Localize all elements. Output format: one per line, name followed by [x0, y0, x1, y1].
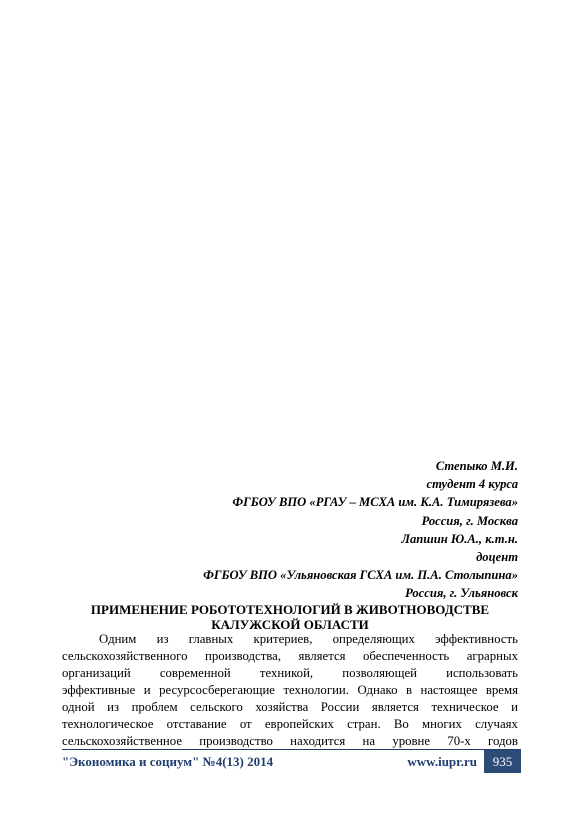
body-word: многих: [422, 717, 462, 731]
body-word: России: [320, 700, 360, 714]
journal-title: "Экономика и социум" №4(13) 2014: [62, 754, 274, 769]
body-word: позволяющей: [342, 666, 417, 680]
body-line: [62, 699, 518, 716]
body-line: [62, 665, 518, 682]
body-word: технологическое: [62, 717, 154, 731]
body-word: настоящее: [420, 683, 478, 697]
body-word: европейских: [264, 717, 334, 731]
body-word: использовать: [446, 666, 518, 680]
body-word: производства,: [204, 649, 282, 663]
coauthor-location: Россия, г. Ульяновск: [405, 586, 518, 601]
body-word: является: [371, 700, 419, 714]
body-word: производство: [199, 734, 273, 748]
body-word: современной: [159, 666, 231, 680]
body-word: эффективность: [435, 632, 518, 646]
coauthor-name: Лапшин Ю.А., к.т.н.: [401, 531, 518, 546]
body-word: случаях: [475, 717, 518, 731]
body-word: организаций: [62, 666, 131, 680]
body-word: Во: [393, 717, 409, 731]
body-word: из: [156, 632, 169, 646]
body-word: техникой,: [259, 666, 314, 680]
body-word: годов: [488, 734, 518, 748]
coauthor-affiliation: ФГБОУ ВПО «Ульяновская ГСХА им. П.А. Столыпина»: [203, 568, 518, 583]
body-word: Однако: [357, 683, 398, 697]
body-word: техническое: [431, 700, 499, 714]
journal-website: www.iupr.ru: [407, 754, 477, 769]
body-line: [62, 631, 518, 648]
body-word: хозяйства: [255, 700, 309, 714]
coauthor-position: доцент: [476, 550, 518, 565]
body-word: главных: [188, 632, 234, 646]
author-position: студент 4 курса: [426, 477, 518, 492]
body-word: сельскохозяйственное: [62, 734, 183, 748]
body-word: является: [298, 649, 346, 663]
body-word: уровне: [392, 734, 431, 748]
page-number: 935: [484, 750, 521, 773]
body-word: Одним: [99, 632, 137, 646]
body-word: от: [239, 717, 252, 731]
body-word: определяющих: [332, 632, 415, 646]
body-word: находится: [290, 734, 346, 748]
body-word: технологии.: [283, 683, 349, 697]
body-word: обеспеченность: [362, 649, 450, 663]
article-title: [62, 603, 518, 632]
body-word: на: [362, 734, 376, 748]
body-word: ресурсосберегающие: [159, 683, 275, 697]
author-info: [203, 457, 518, 603]
body-word: проблем: [131, 700, 178, 714]
body-word: 70-х: [447, 734, 471, 748]
body-word: аграрных: [466, 649, 518, 663]
body-word: сельскохозяйственного: [62, 649, 188, 663]
body-line: [62, 716, 518, 733]
body-word: и: [143, 683, 151, 697]
body-word: эффективные: [62, 683, 136, 697]
body-word: критериев,: [253, 632, 313, 646]
body-line: [62, 648, 518, 665]
title-line: ПРИМЕНЕНИЕ РОБОТОТЕХНОЛОГИЙ В ЖИВОТНОВОДСТВЕ: [90, 602, 490, 617]
author-name: Степыко М.И.: [435, 459, 518, 473]
body-word: одной: [62, 700, 95, 714]
author-affiliation: ФГБОУ ВПО «РГАУ – МСХА им. К.А. Тимирязева»: [232, 495, 518, 510]
body-word: отставание: [166, 717, 227, 731]
body-word: из: [107, 700, 120, 714]
body-line: [62, 733, 518, 750]
body-line: [62, 682, 518, 699]
page-footer: [62, 749, 521, 772]
title-line: КАЛУЖСКОЙ ОБЛАСТИ: [211, 616, 369, 632]
author-location: Россия, г. Москва: [421, 513, 518, 528]
body-word: в: [405, 683, 413, 697]
article-body: [62, 631, 518, 750]
body-word: и: [511, 700, 518, 714]
body-word: стран.: [347, 717, 381, 731]
body-word: время: [485, 683, 518, 697]
body-word: сельского: [190, 700, 243, 714]
